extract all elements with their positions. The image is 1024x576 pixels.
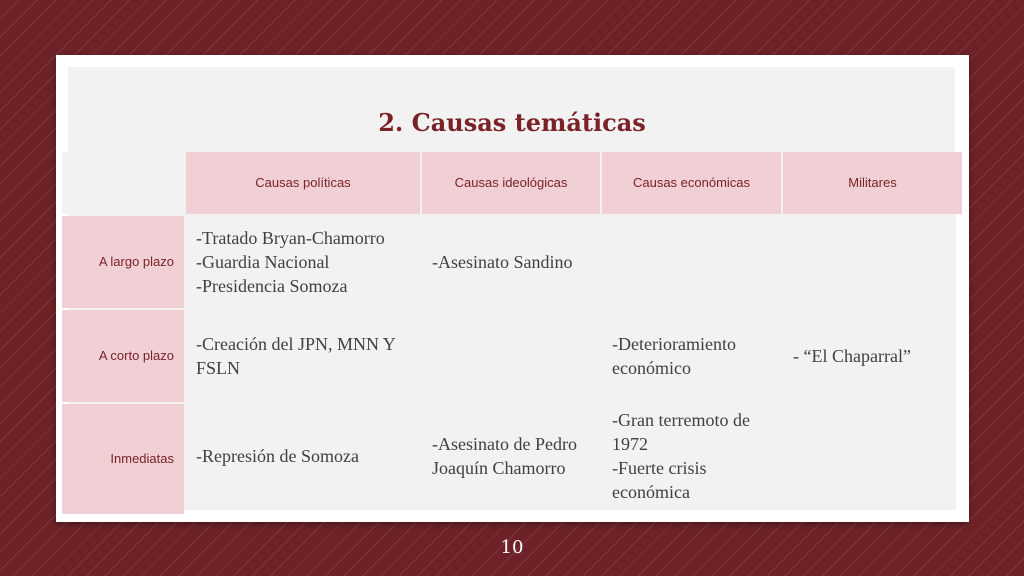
- table-cell: -Represión de Somoza: [186, 404, 420, 508]
- table-corner-cell: [62, 152, 184, 214]
- table-cell: [422, 310, 600, 402]
- table-cell: -Gran terremoto de 1972 -Fuerte crisis económica: [602, 404, 781, 508]
- slide-title: 2. Causas temáticas: [378, 108, 646, 137]
- column-header-economicas: Causas económicas: [602, 152, 781, 214]
- table-cell: [602, 216, 781, 308]
- column-header-militares: Militares: [783, 152, 962, 214]
- column-header-politicas: Causas políticas: [186, 152, 420, 214]
- page-number: 10: [500, 537, 524, 558]
- table-cell: -Deterioramiento económico: [602, 310, 781, 402]
- row-header-inmediatas: Inmediatas: [62, 404, 184, 514]
- table-cell: -Creación del JPN, MNN Y FSLN: [186, 310, 420, 402]
- table-cell: -Asesinato Sandino: [422, 216, 600, 308]
- table-cell: - “El Chaparral”: [783, 310, 956, 402]
- row-header-corto-plazo: A corto plazo: [62, 310, 184, 402]
- column-header-ideologicas: Causas ideológicas: [422, 152, 600, 214]
- row-header-largo-plazo: A largo plazo: [62, 216, 184, 308]
- table-cell: [783, 216, 956, 308]
- table-cell: [783, 404, 956, 508]
- table-cell: -Asesinato de Pedro Joaquín Chamorro: [422, 404, 600, 508]
- table-cell: -Tratado Bryan-Chamorro -Guardia Nacional -Presidencia Somoza: [186, 216, 420, 308]
